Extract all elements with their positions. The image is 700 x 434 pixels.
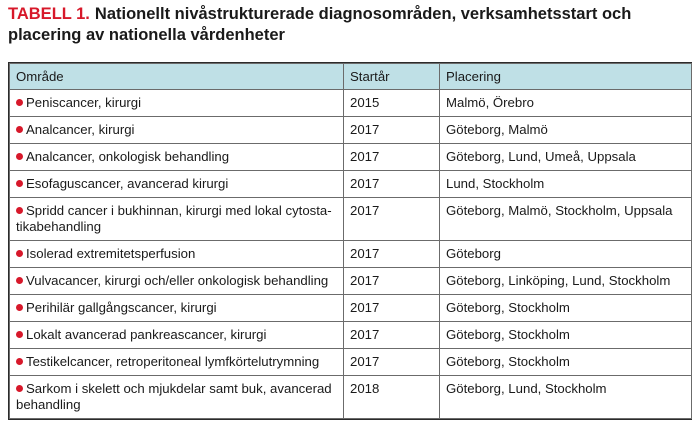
area-text: Perihilär gallgångscancer, kirurgi [26, 300, 217, 315]
bullet-dot-icon [16, 304, 23, 311]
table-row [10, 322, 692, 349]
cell-location: Göteborg, Linköping, Lund, Stockholm [440, 268, 692, 295]
area-text: Sarkom i skelett och mjukdelar samt buk, avancerad behandling [16, 381, 332, 412]
bullet-dot-icon [16, 207, 23, 214]
area-text: Esofaguscancer, avancerad kirurgi [26, 176, 229, 191]
header-start-year: Startår [344, 64, 440, 90]
area-text: Peniscancer, kirurgi [26, 95, 142, 110]
bullet-dot-icon [16, 331, 23, 338]
data-table-container [8, 62, 692, 420]
bullet-dot-icon [16, 358, 23, 365]
table-row [10, 376, 692, 419]
cell-start-year: 2017 [344, 117, 440, 144]
cell-location: Göteborg, Stockholm [440, 322, 692, 349]
cell-start-year: 2017 [344, 349, 440, 376]
cell-area [10, 376, 344, 419]
table-row [10, 268, 692, 295]
table-row [10, 295, 692, 322]
cell-location: Göteborg, Lund, Umeå, Uppsala [440, 144, 692, 171]
cell-area [10, 268, 344, 295]
area-text: Spridd cancer i bukhinnan, kirurgi med lokal cytosta-tikabehandling [16, 203, 332, 234]
bullet-dot-icon [16, 99, 23, 106]
cell-start-year: 2018 [344, 376, 440, 419]
bullet-dot-icon [16, 277, 23, 284]
cell-start-year: 2017 [344, 241, 440, 268]
table-number-label: TABELL 1. [8, 5, 90, 23]
cell-area [10, 322, 344, 349]
cell-area [10, 117, 344, 144]
area-text: Testikelcancer, retroperitoneal lymfkörtelutrymning [26, 354, 320, 369]
table-row [10, 198, 692, 241]
cell-area [10, 198, 344, 241]
data-table [9, 63, 692, 419]
cell-area [10, 171, 344, 198]
area-text: Isolerad extremitetsperfusion [26, 246, 196, 261]
area-text: Lokalt avancerad pankreascancer, kirurgi [26, 327, 267, 342]
cell-start-year: 2017 [344, 268, 440, 295]
table-row [10, 144, 692, 171]
cell-location: Lund, Stockholm [440, 171, 692, 198]
table-row [10, 171, 692, 198]
cell-location: Göteborg, Malmö, Stockholm, Uppsala [440, 198, 692, 241]
area-text: Analcancer, onkologisk behandling [26, 149, 230, 164]
cell-start-year: 2017 [344, 295, 440, 322]
cell-start-year: 2015 [344, 90, 440, 117]
cell-area [10, 295, 344, 322]
area-text: Analcancer, kirurgi [26, 122, 135, 137]
cell-start-year: 2017 [344, 171, 440, 198]
table-row [10, 241, 692, 268]
header-location: Placering [440, 64, 692, 90]
cell-location: Malmö, Örebro [440, 90, 692, 117]
cell-location: Göteborg [440, 241, 692, 268]
table-row [10, 90, 692, 117]
table-header-row [10, 64, 692, 90]
cell-start-year: 2017 [344, 144, 440, 171]
bullet-dot-icon [16, 385, 23, 392]
table-row [10, 117, 692, 144]
bullet-dot-icon [16, 250, 23, 257]
header-area: Område [10, 64, 344, 90]
cell-location: Göteborg, Lund, Stockholm [440, 376, 692, 419]
cell-area [10, 90, 344, 117]
cell-start-year: 2017 [344, 198, 440, 241]
cell-location: Göteborg, Stockholm [440, 349, 692, 376]
cell-location: Göteborg, Malmö [440, 117, 692, 144]
bullet-dot-icon [16, 153, 23, 160]
table-title-text: Nationellt nivåstrukturerade diagnosområden, verksamhetsstart och placering av nationella vårdenheter [8, 5, 632, 44]
bullet-dot-icon [16, 126, 23, 133]
table-row [10, 349, 692, 376]
cell-location: Göteborg, Stockholm [440, 295, 692, 322]
table-title [8, 4, 692, 46]
cell-area [10, 241, 344, 268]
bullet-dot-icon [16, 180, 23, 187]
cell-area [10, 144, 344, 171]
cell-start-year: 2017 [344, 322, 440, 349]
cell-area [10, 349, 344, 376]
area-text: Vulvacancer, kirurgi och/eller onkologisk behandling [26, 273, 329, 288]
